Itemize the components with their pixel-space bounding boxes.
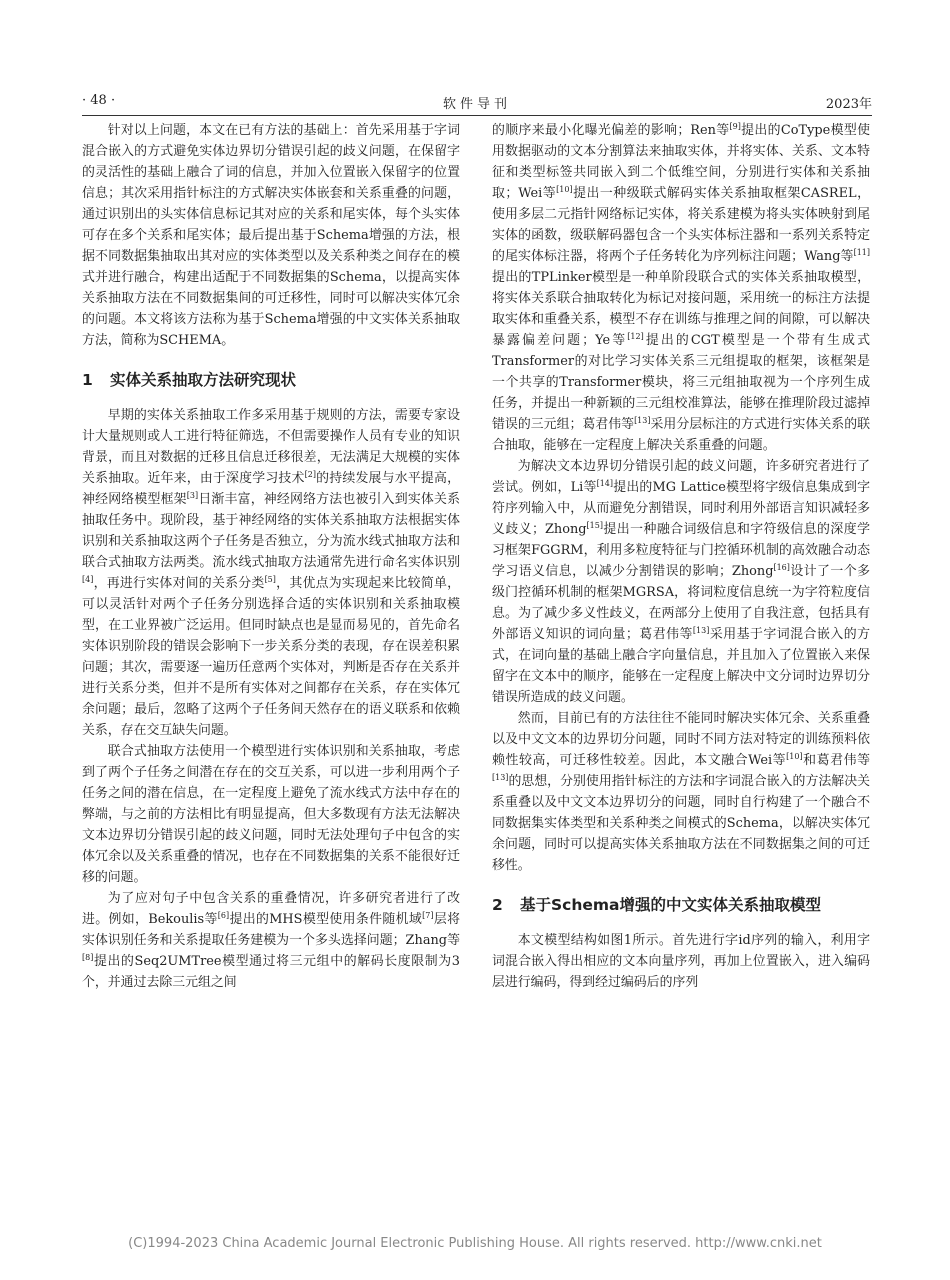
citation: [13] — [634, 416, 651, 425]
right-column — [492, 120, 870, 993]
intro-paragraph: 针对以上问题，本文在已有方法的基础上：首先采用基于字词混合嵌入的方式避免实体边界切分错误引起的歧义问题，在保留字的灵活性的基础上融合了词的信息，并加入位置嵌入保留字的位置信息；其次采用指针标注的方式解决实体嵌套和关系重叠的问题，通过识别出的头实体信息标记其对应的关系和尾实体，每个头实体可存在多个关系和尾实体；最后提出基于Schema增强的方法，根据不同数据集抽取出其对应的实体类型以及关系种类之间存在的模式并进行融合，构建出适配于不同数据集的Schema，以提高实体关系抽取方法在不同数据集间的可迁移性，同时可以解决实体冗余的问题。本文将该方法称为基于Schema增强的中文实体关系抽取方法，简称为SCHEMA。 — [82, 123, 460, 348]
citation: [4] — [82, 575, 94, 584]
paragraph-model-structure: 本文模型结构如图1所示。首先进行字id序列的输入，利用字词混合嵌入得出相应的文本向量序列，再加上位置嵌入，进入编码层进行编码，得到经过编码后的序列 — [492, 933, 870, 990]
citation: [3] — [186, 491, 199, 500]
paragraph-early-methods: 早期的实体关系抽取工作多采用基于规则的方法，需要专家设计大量规则或人工进行特征筛选，不但需要操作人员有专业的知识背景，而且对数据的迁移且信息迁移很差，无法满足大规模的实体关系抽取。近年来，由于深度学习技术[2]的持续发展与水平提高，神经网络模型框架[3]日渐丰富，神经网络方法也被引入到实体关系抽取任务中。现阶段，基于神经网络的实体关系抽取方法根据实体识别和关系抽取这两个子任务是否独立，分为流水线式抽取方法和联合式抽取方法两类。流水线式抽取方法通常先进行命名实体识别[4]，再进行实体对间的关系分类[5]，其优点为实现起来比较简单，可以灵活针对两个子任务分别选择合适的实体识别和关系抽取模型，在工业界被广泛运用。但同时缺点也是显而易见的，首先命名实体识别阶段的错误会影响下一步关系分类的表现，存在误差积累问题；其次，需要逐一遍历任意两个实体对，判断是否存在关系并进行关系分类，但并不是所有实体对之间都存在关系，存在实体冗余问题；最后，忽略了这两个子任务间天然存在的语义联系和依赖关系，存在交互缺失问题。 — [82, 408, 461, 738]
citation: [9] — [729, 122, 741, 131]
citation: [7] — [422, 911, 434, 920]
citation: [12] — [627, 332, 644, 341]
citation: [10] — [556, 185, 573, 194]
section-2-heading: 2 基于Schema增强的中文实体关系抽取模型 — [492, 896, 822, 914]
citation: [15] — [586, 521, 603, 530]
paragraph-overlap: 为了应对句子中包含关系的重叠情况，许多研究者进行了改进。例如，Bekoulis等[6]提出的MHS模型使用条件随机域[7]层将实体识别任务和关系提取任务建模为一个多头选择问题；Zhang等[8]提出的Seq2UMTree模型通过将三元组中的解码长度限制为3个，并通过去除三元组之间 — [82, 891, 460, 990]
citation: [5] — [264, 575, 276, 584]
citation: [11] — [853, 248, 870, 257]
paragraph-overlap-continued: 的顺序来最小化曝光偏差的影响；Ren等[9]提出的CoType模型使用数据驱动的文本分割算法来抽取实体，并将实体、关系、文本特征和类型标签共同嵌入到二个低维空间，分别进行实体和关系抽取；Wei等[10]提出一种级联式解码实体关系抽取框架CASREL，使用多层二元指针网络标记实体，将关系建模为将头实体映射到尾实体的函数，级联解码器包含一个头实体标注器和一系列关系特定的尾实体标注器，将两个子任务转化为序列标注问题；Wang等[11]提出的TPLinker模型是一种单阶段联合式的实体关系抽取模型，将实体关系联合抽取转化为标记对接问题，采用统一的标注方法提取实体和重叠关系，模型不存在训练与推理之间的间隙，可以解决暴露偏差问题；Ye等[12]提出的CGT模型是一个带有生成式Transformer的对比学习实体关系三元组提取的框架，该框架是一个共享的Transformer模块，将三元组抽取视为一个序列生成任务，并提出一种新颖的三元组校准算法，能够在推理阶段过滤掉错误的三元组；葛君伟等[13]采用分层标注的方式进行实体关系的联合抽取，能够在一定程度上解决关系重叠的问题。 — [492, 122, 871, 453]
citation: [13] — [692, 626, 710, 635]
citation: [6] — [217, 911, 230, 920]
paragraph-ambiguity: 为解决文本边界切分错误引起的歧义问题，许多研究者进行了尝试。例如，Li等[14]提出的MG Lattice模型将字级信息集成到字符序列输入中，从而避免分割错误，同时利用外部语言知识减轻多义歧义；Zhong[15]提出一种融合词级信息和字符级信息的深度学习框架FGGRM，利用多粒度特征与门控循环机制的高效融合动态学习语义信息，以减少分割错误的影响；Zhong[16]设计了一个多级门控循环机制的框架MGRSA，将词粒度信息统一为字符粒度信息。为了减少多义性歧义，在两部分上使用了自我注意，包括具有外部语义知识的词向量；葛君伟等[13]采用基于字词混合嵌入的方式，在词向量的基础上融合字向量信息，并且加入了位置嵌入来保留字在文本中的顺序，能够在一定程度上解决中文分词时边界切分错误所造成的歧义问题。 — [492, 459, 871, 705]
citation: [2] — [304, 470, 316, 479]
citation: [10] — [786, 752, 803, 761]
citation: [8] — [82, 953, 94, 962]
citation: [14] — [596, 479, 614, 488]
citation: [13] — [492, 773, 509, 782]
citation: [16] — [773, 563, 790, 572]
copyright-footer: (C)1994-2023 China Academic Journal Electronic Publishing House. All rights reserved. http://www.cnki.net — [128, 1236, 822, 1251]
paragraph-summary: 然而，目前已有的方法往往不能同时解决实体冗余、关系重叠以及中文文本的边界切分问题，同时不同方法对特定的训练预料依赖性较高，可迁移性较差。因此，本文融合Wei等[10]和葛君伟等[13]的思想，分别使用指针标注的方法和字词混合嵌入的方法解决关系重叠以及中文文本边界切分的问题，同时自行构建了一个融合不同数据集实体类型和关系种类之间模式的Schema，以解决实体冗余问题，同时可以提高实体关系抽取方法在不同数据集之间的可迁移性。 — [492, 711, 871, 873]
section-1-heading: 1 实体关系抽取方法研究现状 — [82, 371, 297, 389]
paragraph-joint-methods: 联合式抽取方法使用一个模型进行实体识别和关系抽取，考虑到了两个子任务之间潜在存在的交互关系，可以进一步利用两个子任务之间的潜在信息，在一定程度上避免了流水线式方法中存在的弊端，与之前的方法相比有明显提高，但大多数现有方法无法解决文本边界切分错误引起的歧义问题，同时无法处理句子中包含的实体冗余以及关系重叠的情况，也存在不同数据集的关系不能很好迁移的问题。 — [82, 744, 460, 885]
left-column — [82, 120, 460, 993]
publication-year: 2023年 — [825, 97, 872, 112]
journal-name: 软件导刊 — [442, 97, 511, 112]
page-number: · 48 · — [82, 93, 116, 108]
page-header — [82, 93, 872, 116]
